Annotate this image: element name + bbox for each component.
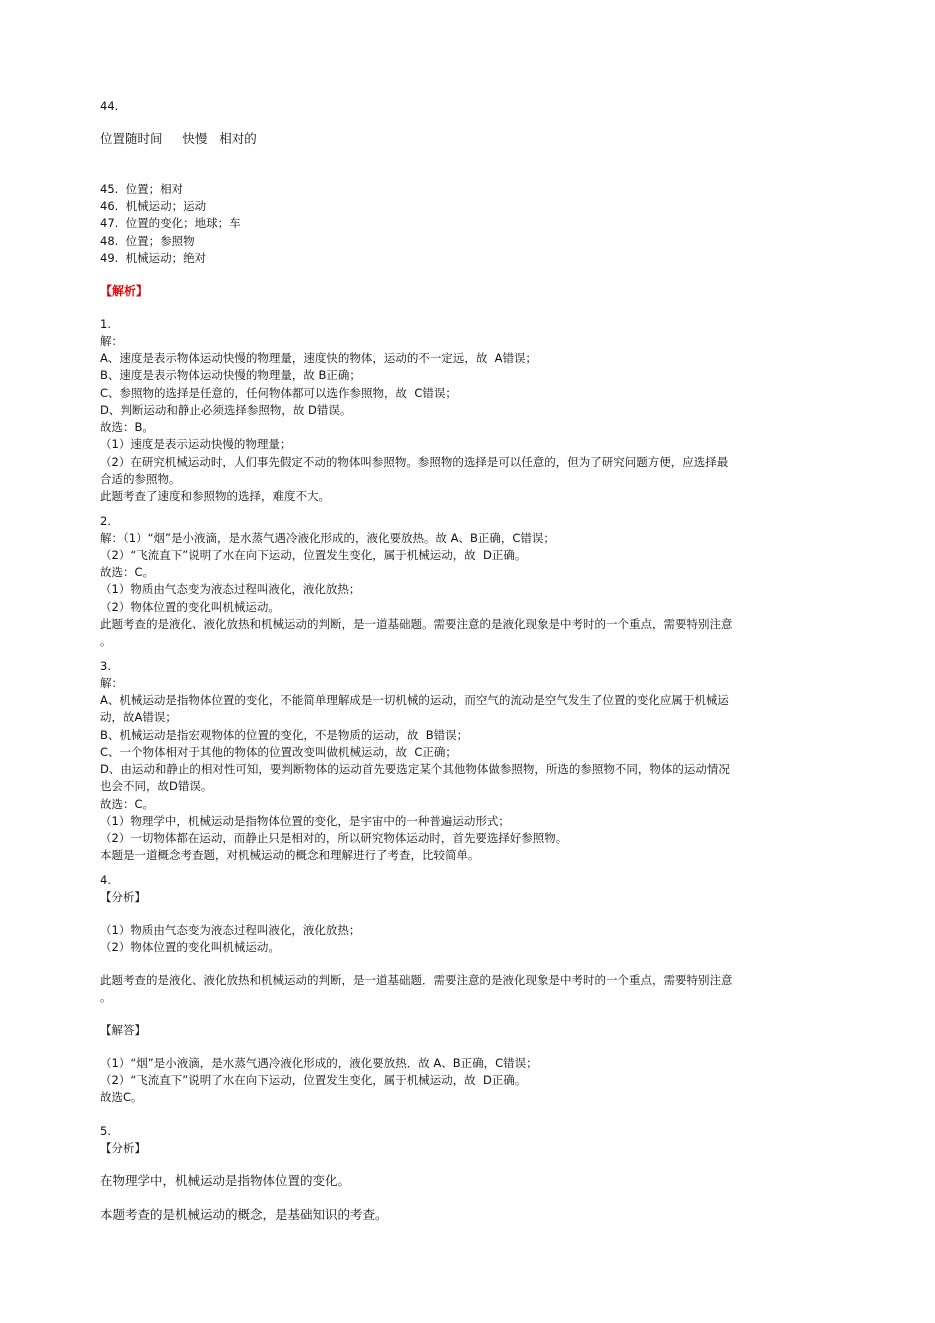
answer-44-number: 44. [100,99,119,113]
answer-46: 46. 机械运动；运动 [100,199,207,213]
solution-1-line: 合适的参照物。 [100,472,181,486]
solution-1-line: 此题考查了速度和参照物的选择，难度不大。 [100,489,330,503]
solution-4-line: 此题考查的是液化、液化放热和机械运动的判断，是一道基础题．需要注意的是液化现象是中考时的一个重点，需要特别注意 [100,973,733,987]
solution-2-line: （1）物质由气态变为液态过程叫液化，液化放热； [100,582,361,596]
solution-3-line: （2）一切物体都在运动，而静止只是相对的，所以研究物体运动时，首先要选择好参照物。 [100,831,568,845]
solution-3-line: 也会不同，故D错误。 [100,779,213,793]
answer-45: 45. 位置；相对 [100,182,184,196]
solution-2-line: 此题考查的是液化、液化放热和机械运动的判断，是一道基础题。需要注意的是液化现象是中考时的一个重点，需要特别注意 [100,617,733,631]
solution-3-line: 动，故A错误； [100,710,177,724]
solution-4-analysis-heading: 【分析】 [100,890,146,904]
solution-1-line: C、参照物的选择是任意的，任何物体都可以选作参照物，故 C错误； [100,386,457,400]
analysis-heading: 【解析】 [100,284,149,298]
solution-2-number: 2. [100,514,111,528]
solution-1-line: A、速度是表示物体运动快慢的物理量，速度快的物体，运动的不一定远，故 A错误； [100,351,538,365]
solution-5-number: 5. [100,1124,111,1138]
solution-4-line: 故选C。 [100,1090,143,1104]
solution-3-line: 故选：C。 [100,797,155,811]
solution-5-analysis-heading: 【分析】 [100,1141,146,1155]
solution-3-line: 本题是一道概念考查题，对机械运动的概念和理解进行了考查，比较简单。 [100,848,480,862]
solution-1-line: 故选：B。 [100,420,154,434]
solution-4-line: （1）物质由气态变为液态过程叫液化，液化放热； [100,923,361,937]
solution-1-line: D、判断运动和静止必须选择参照物，故 D错误。 [100,403,352,417]
solution-3-line: C、一个物体相对于其他的物体的位置改变叫做机械运动，故 C正确； [100,745,457,759]
solution-2-line: （2）物体位置的变化叫机械运动。 [100,600,280,614]
solution-2-line: 。 [100,634,112,648]
solution-1-line: （1）速度是表示运动快慢的物理量； [100,437,292,451]
solution-3-line: （1）物理学中，机械运动是指物体位置的变化，是宇宙中的一种普遍运动形式； [100,814,510,828]
solution-1-number: 1. [100,317,111,331]
solution-3-line: D、由运动和静止的相对性可知，要判断物体的运动首先要选定某个其他物体做参照物，所选的参照物不同，物体的运动情况 [100,762,730,776]
answer-44-text: 位置随时间 快慢 相对的 [100,131,257,146]
solution-2-line: 解：（1）“烟”是小液滴，是水蒸气遇冷液化形成的，液化要放热。故 A、B正确，C错误； [100,531,555,545]
solution-5-line: 在物理学中，机械运动是指物体位置的变化。 [100,1173,351,1188]
solution-5-line: 本题考查的是机械运动的概念，是基础知识的考查。 [100,1207,388,1222]
solution-4-line: 。 [100,990,112,1004]
answer-48: 48. 位置；参照物 [100,234,195,248]
solution-4-number: 4. [100,873,111,887]
answer-49: 49. 机械运动；绝对 [100,251,207,265]
solution-3-line: B、机械运动是指宏观物体的位置的变化，不是物质的运动，故 B错误； [100,728,469,742]
solution-3-line: A、机械运动是指物体位置的变化，不能简单理解成是一切机械的运动，而空气的流动是空气发生了位置的变化应属于机械运 [100,693,729,707]
solution-4-line: （1）“烟”是小液滴，是水蒸气遇冷液化形成的，液化要放热．故 A、B正确，C错误； [100,1056,538,1070]
solution-1-line: 解： [100,334,123,348]
solution-3-line: 解： [100,676,123,690]
solution-4-line: （2）物体位置的变化叫机械运动。 [100,940,280,954]
solution-1-line: B、速度是表示物体运动快慢的物理量，故 B正确； [100,368,361,382]
solution-1-line: （2）在研究机械运动时，人们事先假定不动的物体叫参照物。参照物的选择是可以任意的，但为了研究问题方便，应选择最 [100,455,729,469]
solution-2-line: （2）“飞流直下”说明了水在向下运动，位置发生变化，属于机械运动，故 D正确。 [100,548,527,562]
solution-4-line: （2）“飞流直下”说明了水在向下运动，位置发生变化，属于机械运动，故 D正确。 [100,1073,527,1087]
solution-4-answer-heading: 【解答】 [100,1023,146,1037]
answer-47: 47. 位置的变化；地球；车 [100,216,241,230]
solution-2-line: 故选：C。 [100,565,155,579]
solution-3-number: 3. [100,659,111,673]
